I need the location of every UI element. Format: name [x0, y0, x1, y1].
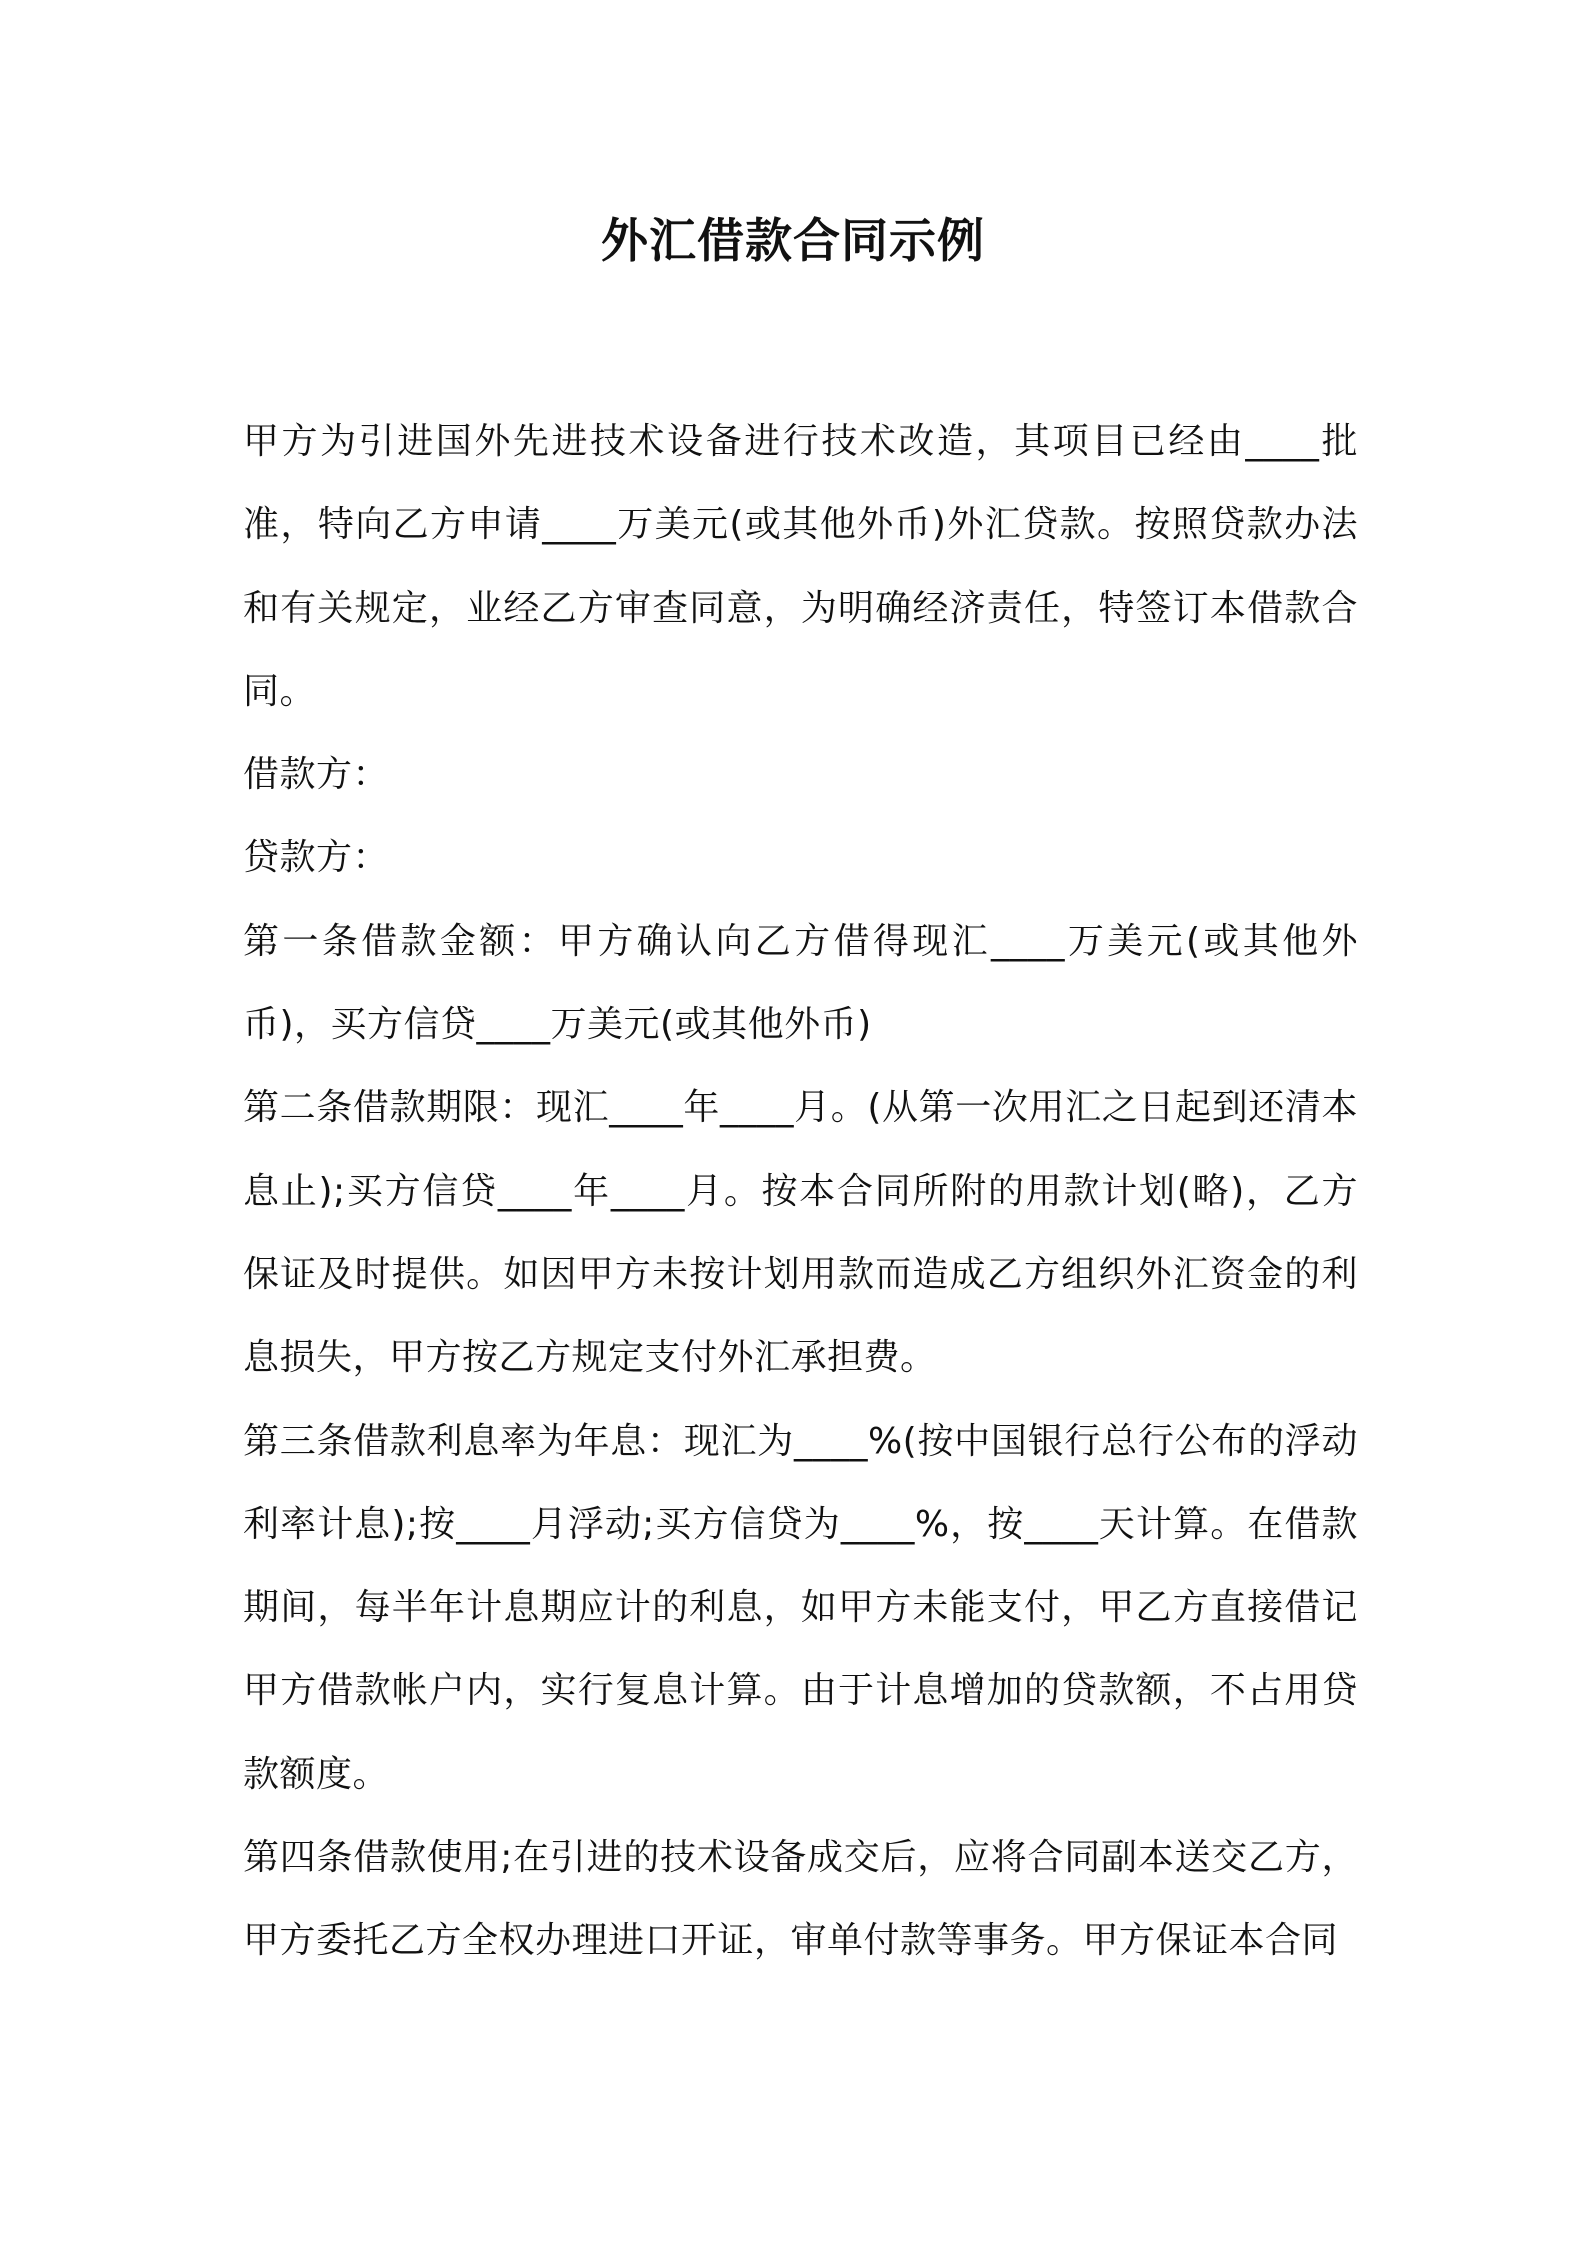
paragraph-borrower: 借款方： — [243, 754, 390, 796]
paragraph-lender: 贷款方： — [243, 837, 390, 879]
paragraph-article-3: 第三条借款利息率为年息：现汇为____%(按中国银行总行公布的浮动利率计息);按____月浮动;买方信贷为____%，按____天计算。在借款期间，每半年计息期应计的利息，如甲方未能支付，甲乙方直接借记甲方借款帐户内，实行复息计算。由于计息增加的贷款额，不占用贷款额度。 — [243, 1420, 1358, 1795]
paragraph-article-4: 第四条借款使用;在引进的技术设备成交后，应将合同副本送交乙方，甲方委托乙方全权办理进口开证，审单付款等事务。甲方保证本合同 — [243, 1837, 1358, 1962]
paragraph-article-2: 第二条借款期限：现汇____年____月。(从第一次用汇之日起到还清本息止);买方信贷____年____月。按本合同所附的用款计划(略)，乙方保证及时提供。如因甲方未按计划用款而造成乙方组织外汇资金的利息损失，甲方按乙方规定支付外汇承担费。 — [243, 1087, 1358, 1379]
paragraph-intro: 甲方为引进国外先进技术设备进行技术改造，其项目已经由____批准，特向乙方申请____万美元(或其他外币)外汇贷款。按照贷款办法和有关规定，业经乙方审查同意，为明确经济责任，特签订本借款合同。 — [243, 421, 1358, 712]
document-title: 外汇借款合同示例 — [601, 214, 985, 269]
paragraph-article-1: 第一条借款金额：甲方确认向乙方借得现汇____万美元(或其他外币)，买方信贷____万美元(或其他外币) — [243, 920, 1358, 1046]
document-body — [243, 400, 1358, 1983]
